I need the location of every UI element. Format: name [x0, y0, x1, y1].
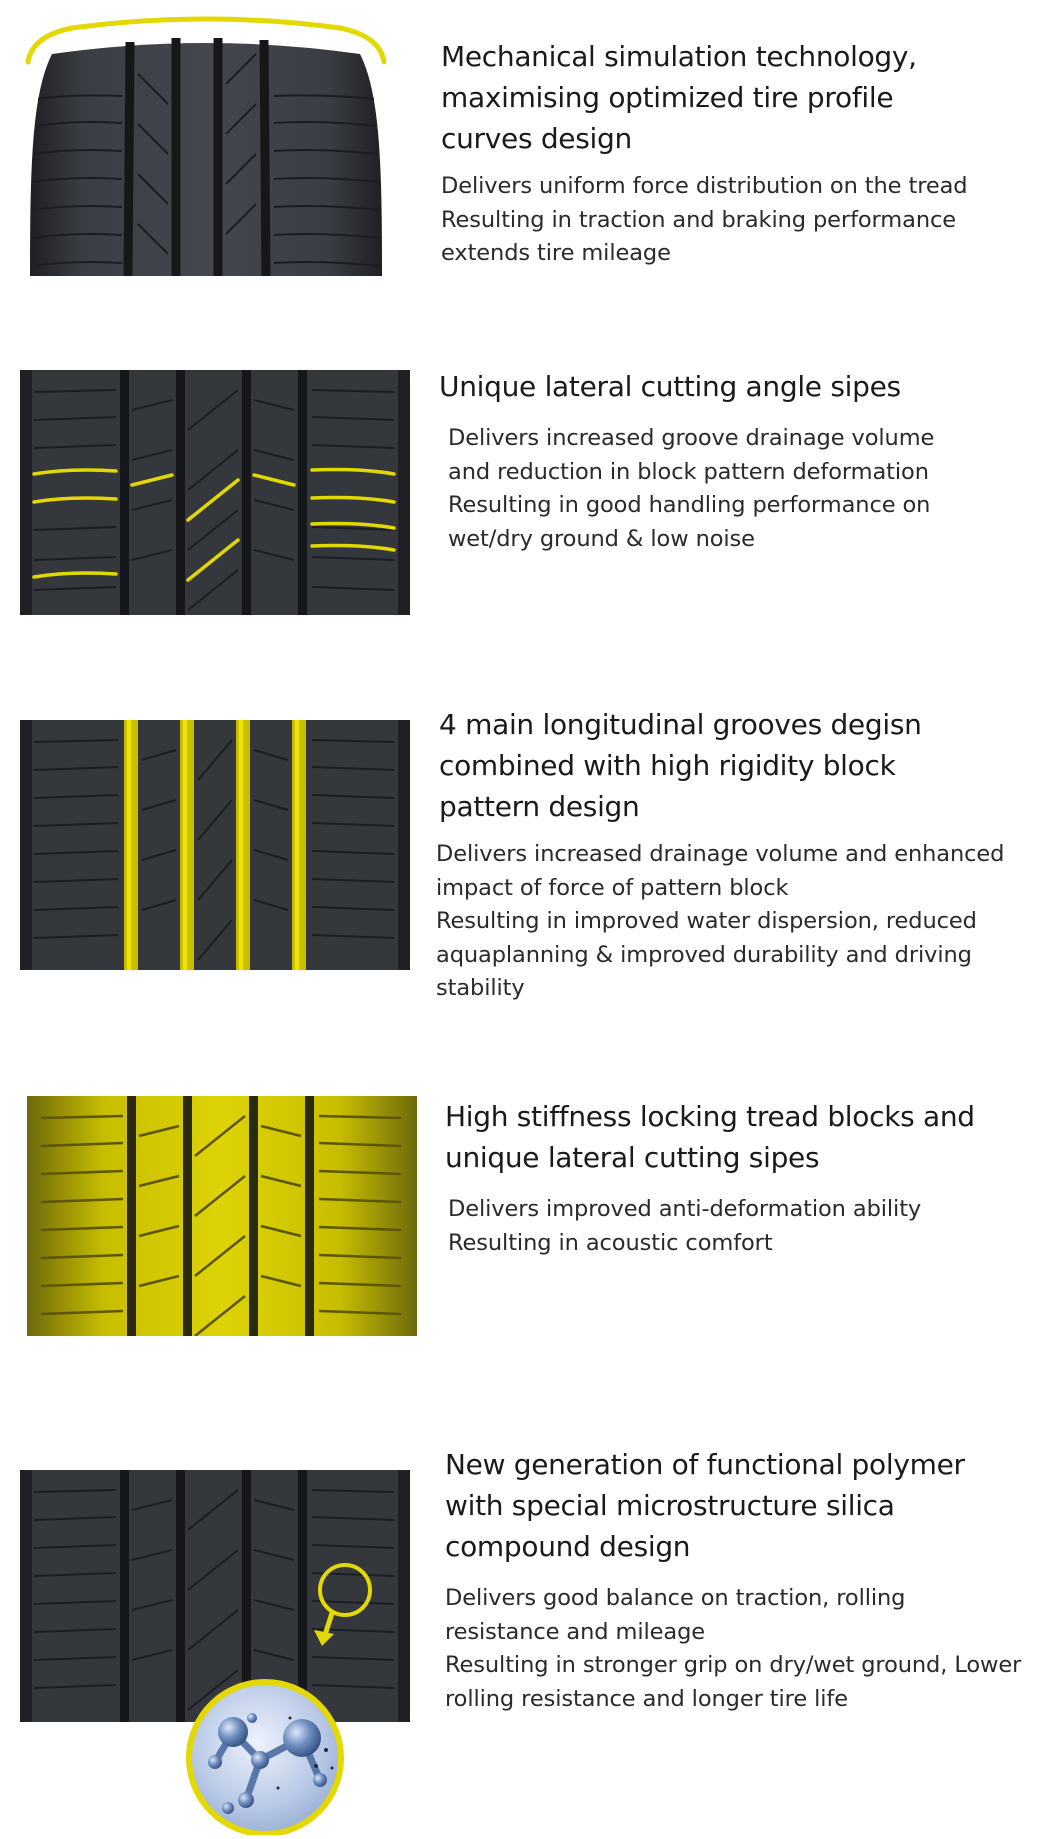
tire-tread-grooves-image	[20, 720, 410, 970]
feature-description: Delivers good balance on traction, rolling resistance and mileage Resulting in stronger grip on dry/wet ground, Lower rolling resistance and longer tire life	[445, 1585, 1022, 1712]
feature-title: Unique lateral cutting angle sipes	[439, 370, 901, 403]
feature-description: Delivers uniform force distribution on the tread Resulting in traction and braking performance extends tire mileage	[441, 173, 968, 266]
feature-description: Delivers improved anti-deformation ability Resulting in acoustic comfort	[448, 1196, 922, 1256]
feature-title: High stiffness locking tread blocks and unique lateral cutting sipes	[445, 1100, 975, 1174]
feature-5-text	[445, 1444, 1050, 1716]
tire-tread-sipes-image	[20, 370, 410, 615]
feature-lateral-sipes	[0, 330, 1050, 630]
feature-description: Delivers increased groove drainage volume and reduction in block pattern deformation Resulting in good handling performance on wet/dry ground & low noise	[448, 425, 935, 552]
feature-silica-compound	[0, 1420, 1050, 1839]
tire-tread-silica-compound-image	[20, 1470, 410, 1835]
feature-3-text	[436, 704, 1050, 1006]
feature-title: New generation of functional polymer with special microstructure silica compound design	[445, 1448, 965, 1563]
feature-title: 4 main longitudinal grooves degisn combined with high rigidity block pattern design	[439, 708, 922, 823]
feature-2-text	[439, 366, 1039, 556]
tire-profile-curve-image	[12, 14, 400, 276]
feature-profile-curve	[0, 0, 1050, 280]
feature-description: Delivers increased drainage volume and enhanced impact of force of pattern block Resulting in improved water dispersion, reduced aquaplanning & improved durability and driving stability	[436, 841, 1005, 1001]
feature-4-text	[445, 1096, 1045, 1260]
tire-tread-blocks-image	[27, 1096, 417, 1336]
feature-title: Mechanical simulation technology, maximising optimized tire profile curves design	[441, 40, 917, 155]
feature-1-text	[441, 36, 1041, 271]
feature-tread-blocks	[0, 1050, 1050, 1350]
feature-longitudinal-grooves	[0, 680, 1050, 1000]
